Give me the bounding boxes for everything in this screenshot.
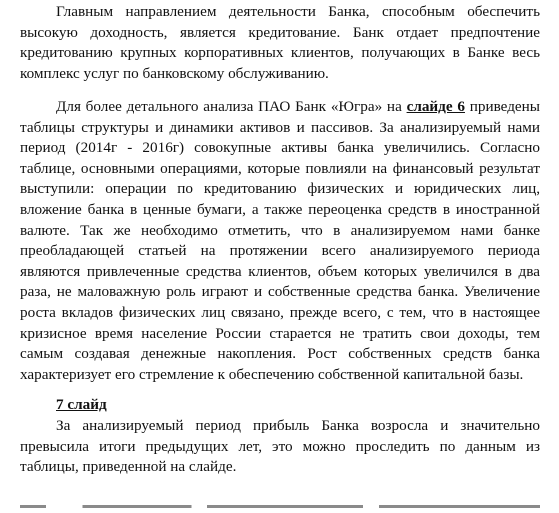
paragraph-2-body-text: приведены таблицы структуры и динамики активов и пассивов. За анализируемый нами период (2014г - 2016г) совокупные активы банка увеличились. Согласно таблице, основными операциями, которые повлияли на финансовый результат выступили: операции по кредитованию физических и юридических лиц, вложение банка в ценные бумаги, а также переоценка средств в иностранной валюте. Так же необходимо отметить, что в анализируемом нами банке преобладающей статьей на протяжении всего анализируемого периода являются привлеченные средства клиентов, объем которых увеличился в два раза, не маловажную роль играют и собственные средства банка. Увеличение роста вкладов физических лиц связано, прежде всего, с тем, что в настоящее кризисное время население России старается не тратить свои доходы, тем самым создавая денежные накопления. Рост собственных средств банка характеризует его стремление к обеспечению собственной капитальной базы. <box>20 98 541 383</box>
paragraph-1-text: Главным направлением деятельности Банка, способным обеспечить высокую доходность, является кредитование. Банк отдает предпочтение кредитованию крупных корпоративных клиентов, получающих в Банке весь комплекс услуг по банковскому обслуживанию. <box>20 3 540 82</box>
paragraph-profit-growth <box>20 416 540 478</box>
paragraph-3-text: За анализируемый период прибыль Банка возросла и значительно превысила итоги предыдущих лет, это можно проследить по данным из таблицы, приведенной на слайде. <box>20 417 540 476</box>
slide-6-reference: слайде 6 <box>406 98 465 115</box>
paragraph-balance-analysis <box>20 97 540 385</box>
paragraph-lending-focus <box>20 2 540 84</box>
cropped-text-line <box>20 503 540 513</box>
paragraph-2-intro-text: Для более детального анализа ПАО Банк «Югра» на <box>56 98 407 115</box>
section-heading-slide-7: 7 слайд <box>56 396 107 413</box>
